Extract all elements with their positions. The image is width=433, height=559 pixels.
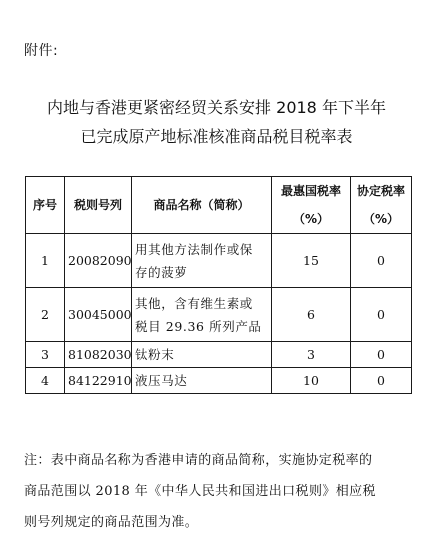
product-name-line: 税目 29.36 所列产品 bbox=[135, 318, 262, 334]
header-agreed-rate-unit: （%） bbox=[362, 212, 400, 226]
cell-product-name: 液压马达 bbox=[132, 368, 272, 394]
header-mfn-rate-label: 最惠国税率 bbox=[280, 184, 341, 198]
cell-tariff-no: 20082090 bbox=[65, 234, 132, 288]
cell-tariff-no: 81082030 bbox=[65, 342, 132, 368]
cell-tariff-no: 84122910 bbox=[65, 368, 132, 394]
cell-seq: 2 bbox=[26, 288, 65, 342]
table-row bbox=[26, 368, 412, 394]
cell-mfn-rate: 6 bbox=[272, 288, 351, 342]
table-row bbox=[26, 234, 412, 288]
cell-mfn-rate: 10 bbox=[272, 368, 351, 394]
cell-product-name bbox=[132, 234, 272, 288]
cell-seq: 4 bbox=[26, 368, 65, 394]
footnote-line: 商品范围以 2018 年《中华人民共和国进出口税则》相应税 bbox=[24, 484, 376, 499]
header-mfn-rate bbox=[272, 177, 351, 234]
attachment-label: 附件: bbox=[24, 43, 59, 59]
header-mfn-rate-unit: （%） bbox=[292, 212, 330, 226]
tariff-rate-table bbox=[25, 176, 412, 394]
cell-mfn-rate: 3 bbox=[272, 342, 351, 368]
footnote bbox=[24, 445, 414, 538]
cell-seq: 3 bbox=[26, 342, 65, 368]
footnote-line: 则号列规定的商品范围为准。 bbox=[24, 515, 199, 530]
header-agreed-rate bbox=[351, 177, 412, 234]
product-name-line: 用其他方法制作或保 bbox=[135, 241, 253, 257]
product-name-line: 其他，含有维生素或 bbox=[135, 295, 253, 311]
product-name-line: 存的菠萝 bbox=[135, 264, 188, 280]
cell-agreed-rate: 0 bbox=[351, 234, 412, 288]
header-tariff-no: 税则号列 bbox=[65, 177, 132, 234]
table-header-row bbox=[26, 177, 412, 234]
document-title-line-1: 内地与香港更紧密经贸关系安排 2018 年下半年 bbox=[47, 98, 386, 117]
cell-mfn-rate: 15 bbox=[272, 234, 351, 288]
document-title-line-2: 已完成原产地标准核准商品税目税率表 bbox=[80, 127, 353, 146]
cell-agreed-rate: 0 bbox=[351, 368, 412, 394]
cell-agreed-rate: 0 bbox=[351, 342, 412, 368]
header-seq: 序号 bbox=[26, 177, 65, 234]
table-row bbox=[26, 288, 412, 342]
table-row bbox=[26, 342, 412, 368]
cell-agreed-rate: 0 bbox=[351, 288, 412, 342]
header-product-name: 商品名称（简称） bbox=[132, 177, 272, 234]
header-agreed-rate-label: 协定税率 bbox=[356, 184, 405, 198]
cell-tariff-no: 30045000 bbox=[65, 288, 132, 342]
cell-product-name bbox=[132, 288, 272, 342]
cell-product-name: 钛粉末 bbox=[132, 342, 272, 368]
footnote-line: 注：表中商品名称为香港申请的商品简称，实施协定税率的 bbox=[24, 453, 373, 468]
cell-seq: 1 bbox=[26, 234, 65, 288]
